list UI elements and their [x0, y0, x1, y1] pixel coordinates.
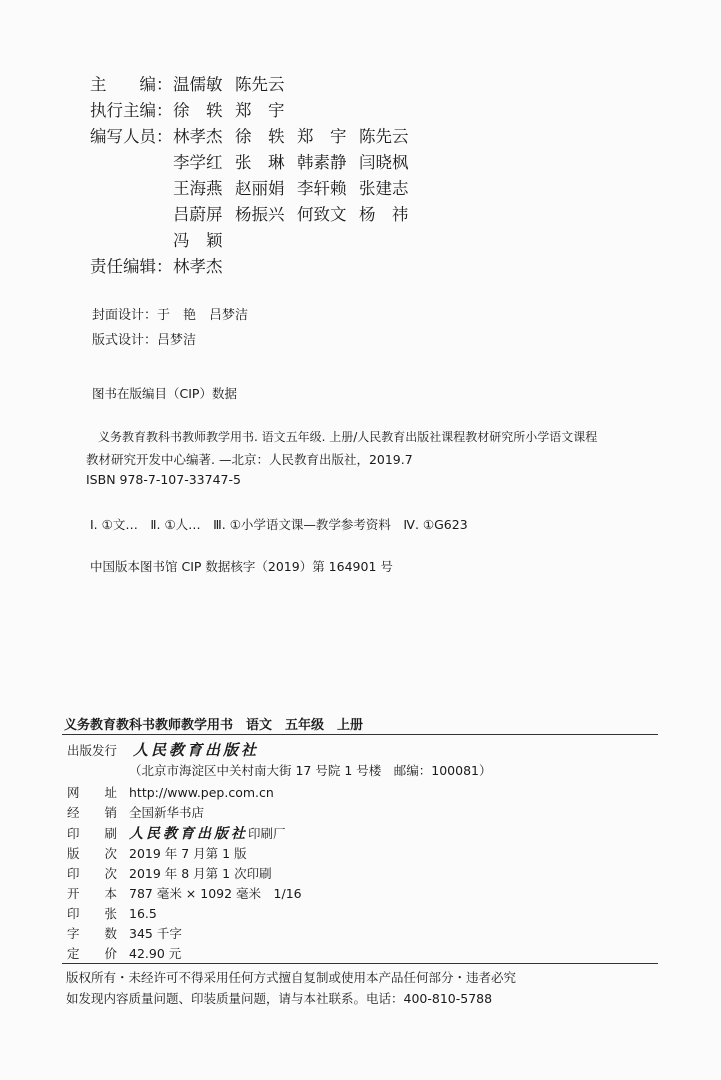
credit-row: 执行主编：徐 轶 郑 宇: [90, 101, 285, 120]
credit-row: 吕蔚屏 杨振兴 何致文 杨 祎: [173, 205, 409, 224]
book-title: 义务教育教科书教师教学用书 语文 五年级 上册: [64, 718, 364, 733]
layout-design: 版式设计：吕梦洁: [92, 333, 197, 348]
pub-row-format: 开 本 787 毫米 × 1092 毫米 1/16: [67, 886, 302, 901]
pub-row-distributor: 经 销 全国新华书店: [67, 805, 205, 820]
contact-notice: 如发现内容质量问题、印装质量问题，请与本社联系。电话：400-810-5788: [66, 991, 493, 1006]
pub-row-edition: 版 次 2019 年 7 月第 1 版: [67, 846, 247, 861]
cover-design: 封面设计：于 艳 吕梦洁: [92, 308, 249, 323]
cip-isbn: ISBN 978-7-107-33747-5: [86, 472, 241, 487]
cip-heading: 图书在版编目（CIP）数据: [92, 386, 237, 401]
cip-line-1: 义务教育教科书教师教学用书. 语文五年级. 上册/人民教育出版社课程教材研究所小学语文课程: [98, 430, 598, 444]
credit-row: 编写人员：林孝杰 徐 轶 郑 宇 陈先云: [90, 127, 409, 146]
pub-row-printing: 印 次 2019 年 8 月第 1 次印刷: [67, 866, 272, 881]
pub-row-sheets: 印 张 16.5: [67, 906, 157, 921]
copyright-notice: 版权所有・未经许可不得采用任何方式擅自复制或使用本产品任何部分・违者必究: [66, 970, 517, 985]
divider: [62, 963, 658, 964]
credit-row: 主 编：温儒敏 陈先云: [90, 75, 285, 94]
cip-line-2: 教材研究开发中心编著. —北京：人民教育出版社，2019.7: [86, 452, 413, 467]
credits-block: [90, 72, 421, 280]
pub-row-wordcount: 字 数 345 千字: [67, 926, 182, 941]
cip-record: 中国版本图书馆 CIP 数据核字（2019）第 164901 号: [90, 559, 393, 574]
credit-row: 王海燕 赵丽娟 李轩赖 张建志: [173, 179, 409, 198]
cip-classification: Ⅰ. ①文… Ⅱ. ①人… Ⅲ. ①小学语文课—教学参考资料 Ⅳ. ①G623: [90, 517, 468, 532]
pub-row-publisher: 出版发行 人民教育出版社: [67, 741, 259, 759]
publisher-logo: 人民教育出版社: [132, 741, 259, 759]
pub-row-price: 定 价 42.90 元: [67, 946, 182, 961]
credit-row: 责任编辑：林孝杰: [90, 257, 223, 276]
credit-row: 李学红 张 琳 韩素静 闫晓枫: [173, 153, 409, 172]
divider: [62, 734, 658, 735]
pub-row-printer: 印 刷 人民教育出版社印刷厂: [67, 826, 286, 842]
pub-row-website: 网 址 http://www.pep.com.cn: [67, 785, 274, 800]
credit-row: 冯 颖: [173, 231, 223, 250]
publisher-address: （北京市海淀区中关村南大街 17 号院 1 号楼 邮编：100081）: [129, 763, 492, 778]
